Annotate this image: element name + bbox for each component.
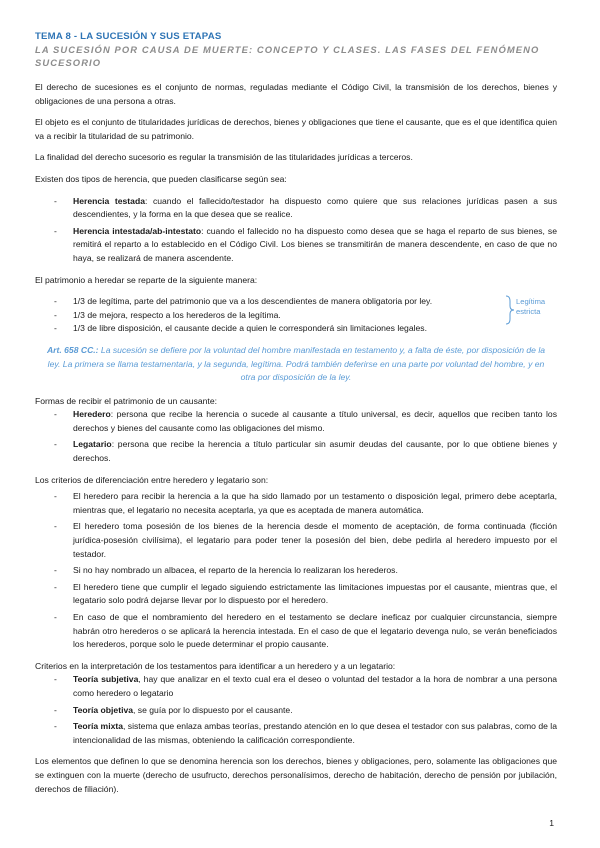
article-text: La sucesión se defiere por la voluntad del hombre manifestada en testamento y, a falta de éste, por disposición de la ley. La primera se llama testamentaria, y la segunda, legítima. Podrá también deferirse en una parte por voluntad del hombre, y en otra por disposición de la ley. [47, 344, 546, 383]
page-subtitle: LA SUCESIÓN POR CAUSA DE MUERTE: CONCEPTO Y CLASES. LAS FASES DEL FENÓMENO SUCESORIO [35, 44, 540, 68]
page-title: TEMA 8 - LA SUCESIÓN Y SUS ETAPAS [35, 31, 222, 42]
term-text: : cuando el fallecido no ha dispuesto como desea que se haga el reparto de sus bienes, se remitirá el reparto a lo establecido en el Código Civil. Los bienes se transmitirán de manera descendente, en caso de que no haya, se realizará de manera ascendente. [73, 225, 557, 263]
list-item: - El heredero para recibir la herencia a la que ha sido llamado por un testamento o disposición legal, primero debe aceptarla, mientras que, el legatario no necesita aceptarla, ya que es aceptada de manera automática. [35, 490, 557, 517]
term-label: Herencia testada [73, 195, 145, 206]
term-label: Teoría mixta [73, 721, 123, 732]
patrimonio-section [35, 295, 557, 336]
term-label: Herencia intestada/ab-intestato [73, 225, 202, 236]
article-quote [35, 344, 557, 385]
term-text: : persona que recibe la herencia a título particular sin asumir deudas del causante, por lo que obtiene bienes y derechos. [73, 439, 557, 464]
term-text: : persona que recibe la herencia o sucede al causante a título universal, es decir, aquellos que reciben tanto los derechos y bienes del causante como las obligaciones del mismo. [73, 409, 557, 433]
list-item [35, 408, 557, 435]
page-number: 1 [549, 818, 554, 828]
list-item: - Si no hay nombrado un albacea, el reparto de la herencia lo realizaran los herederos. [35, 564, 557, 578]
criterios-list [35, 490, 557, 652]
paragraph-patrimonio-intro: El patrimonio a heredar se reparte de la siguiente manera: [35, 274, 258, 285]
list-item [35, 225, 557, 266]
interpretacion-list [35, 673, 557, 747]
list-item [35, 673, 557, 700]
paragraph-tipos-intro: Existen dos tipos de herencia, que pueden clasificarse según sea: [35, 173, 287, 184]
term-label: Teoría objetiva [73, 704, 134, 715]
term-label: Heredero [73, 409, 111, 420]
term-text: , sistema que enlaza ambas teorías, prestando atención en lo que desea el testador con sus palabras, como de la intencionalidad de las mismas, obteniendo la calificación correspondiente. [73, 721, 557, 745]
paragraph-finalidad: La finalidad del derecho sucesorio es regular la transmisión de las titularidades jurídicas a terceros. [35, 152, 413, 163]
patrimonio-list [35, 295, 557, 336]
list-item: - 1/3 de mejora, respecto a los herederos de la legítima. [35, 309, 557, 323]
term-label: Teoría subjetiva [73, 674, 139, 685]
paragraph-closing: Los elementos que definen lo que se denomina herencia son los derechos, bienes y obligaciones, pero, solamente las obligaciones que se extinguen con la muerte (derecho de usufructo, derechos personalísimos, derecho de habitación, derecho de pensión por jubilación, derechos de filiación). [35, 756, 557, 794]
paragraph-interpretacion-intro: Criterios en la interpretación de los testamentos para identificar a un heredero y a un legatario: [35, 660, 396, 671]
list-item: - En caso de que el nombramiento del heredero en el testamento se declare ineficaz por cualquier circunstancia, siempre habrán otro herederos o se aplicará la herencia intestada. En el caso de que el legatario devenga nulo, se verán beneficiados los herederos, porque solo le puede determinar el propio causante. [35, 611, 557, 652]
list-item: - El heredero toma posesión de los bienes de la herencia desde el momento de aceptación, de forma continuada (ficción jurídica-posesión civilísima), el legatario para poder tener la posesión del bien, debe pedirla al heredero impuesto por el testador. [35, 520, 557, 561]
term-text: , hay que analizar en el texto cual era el deseo o voluntad del testador a la hora de nombrar a una persona como heredero o legatario [73, 674, 557, 698]
term-label: Legatario [73, 439, 112, 450]
list-item [35, 438, 557, 465]
paragraph-criterios-intro: Los criterios de diferenciación entre heredero y legatario son: [35, 474, 269, 485]
document-page [35, 31, 557, 804]
curly-brace-icon [505, 295, 515, 325]
article-ref: Art. 658 CC.: [46, 344, 99, 355]
term-text: , se guía por lo dispuesto por el causante. [133, 704, 293, 715]
paragraph-objeto: El objeto es el conjunto de titularidades jurídicas de derechos, bienes y obligaciones que tiene el causante, que es el que identifica quien va a recibir la titularidad de su patrimonio. [35, 117, 557, 141]
list-item: - El heredero tiene que cumplir el legado siguiendo estrictamente las limitaciones impuestas por el causante, mientras que, el legatario solo podrá dejarse llevar por lo dispuesto por el heredero. [35, 581, 557, 608]
paragraph-definition: El derecho de sucesiones es el conjunto de normas, reguladas mediante el Código Civil, la transmisión de los derechos, bienes y obligaciones de una persona a otras. [35, 82, 557, 106]
brace-label: Legítima estricta [516, 297, 546, 317]
herencia-types-list [35, 195, 557, 266]
paragraph-formas-intro: Formas de recibir el patrimonio de un causante: [35, 395, 217, 406]
list-item: - 1/3 de libre disposición, el causante decide a quien le corresponderá sin limitaciones legales. [35, 322, 557, 336]
list-item [35, 704, 557, 718]
list-item [35, 195, 557, 222]
term-text: : cuando el fallecido/testador ha dispuesto como quiere que sus relaciones jurídicas pasen a sus descendientes, y la forma en la que desea que se realice. [73, 195, 557, 220]
list-item [35, 720, 557, 747]
list-item: - 1/3 de legítima, parte del patrimonio que va a los descendientes de manera obligatoria por ley. [35, 295, 557, 309]
formas-list [35, 408, 557, 465]
